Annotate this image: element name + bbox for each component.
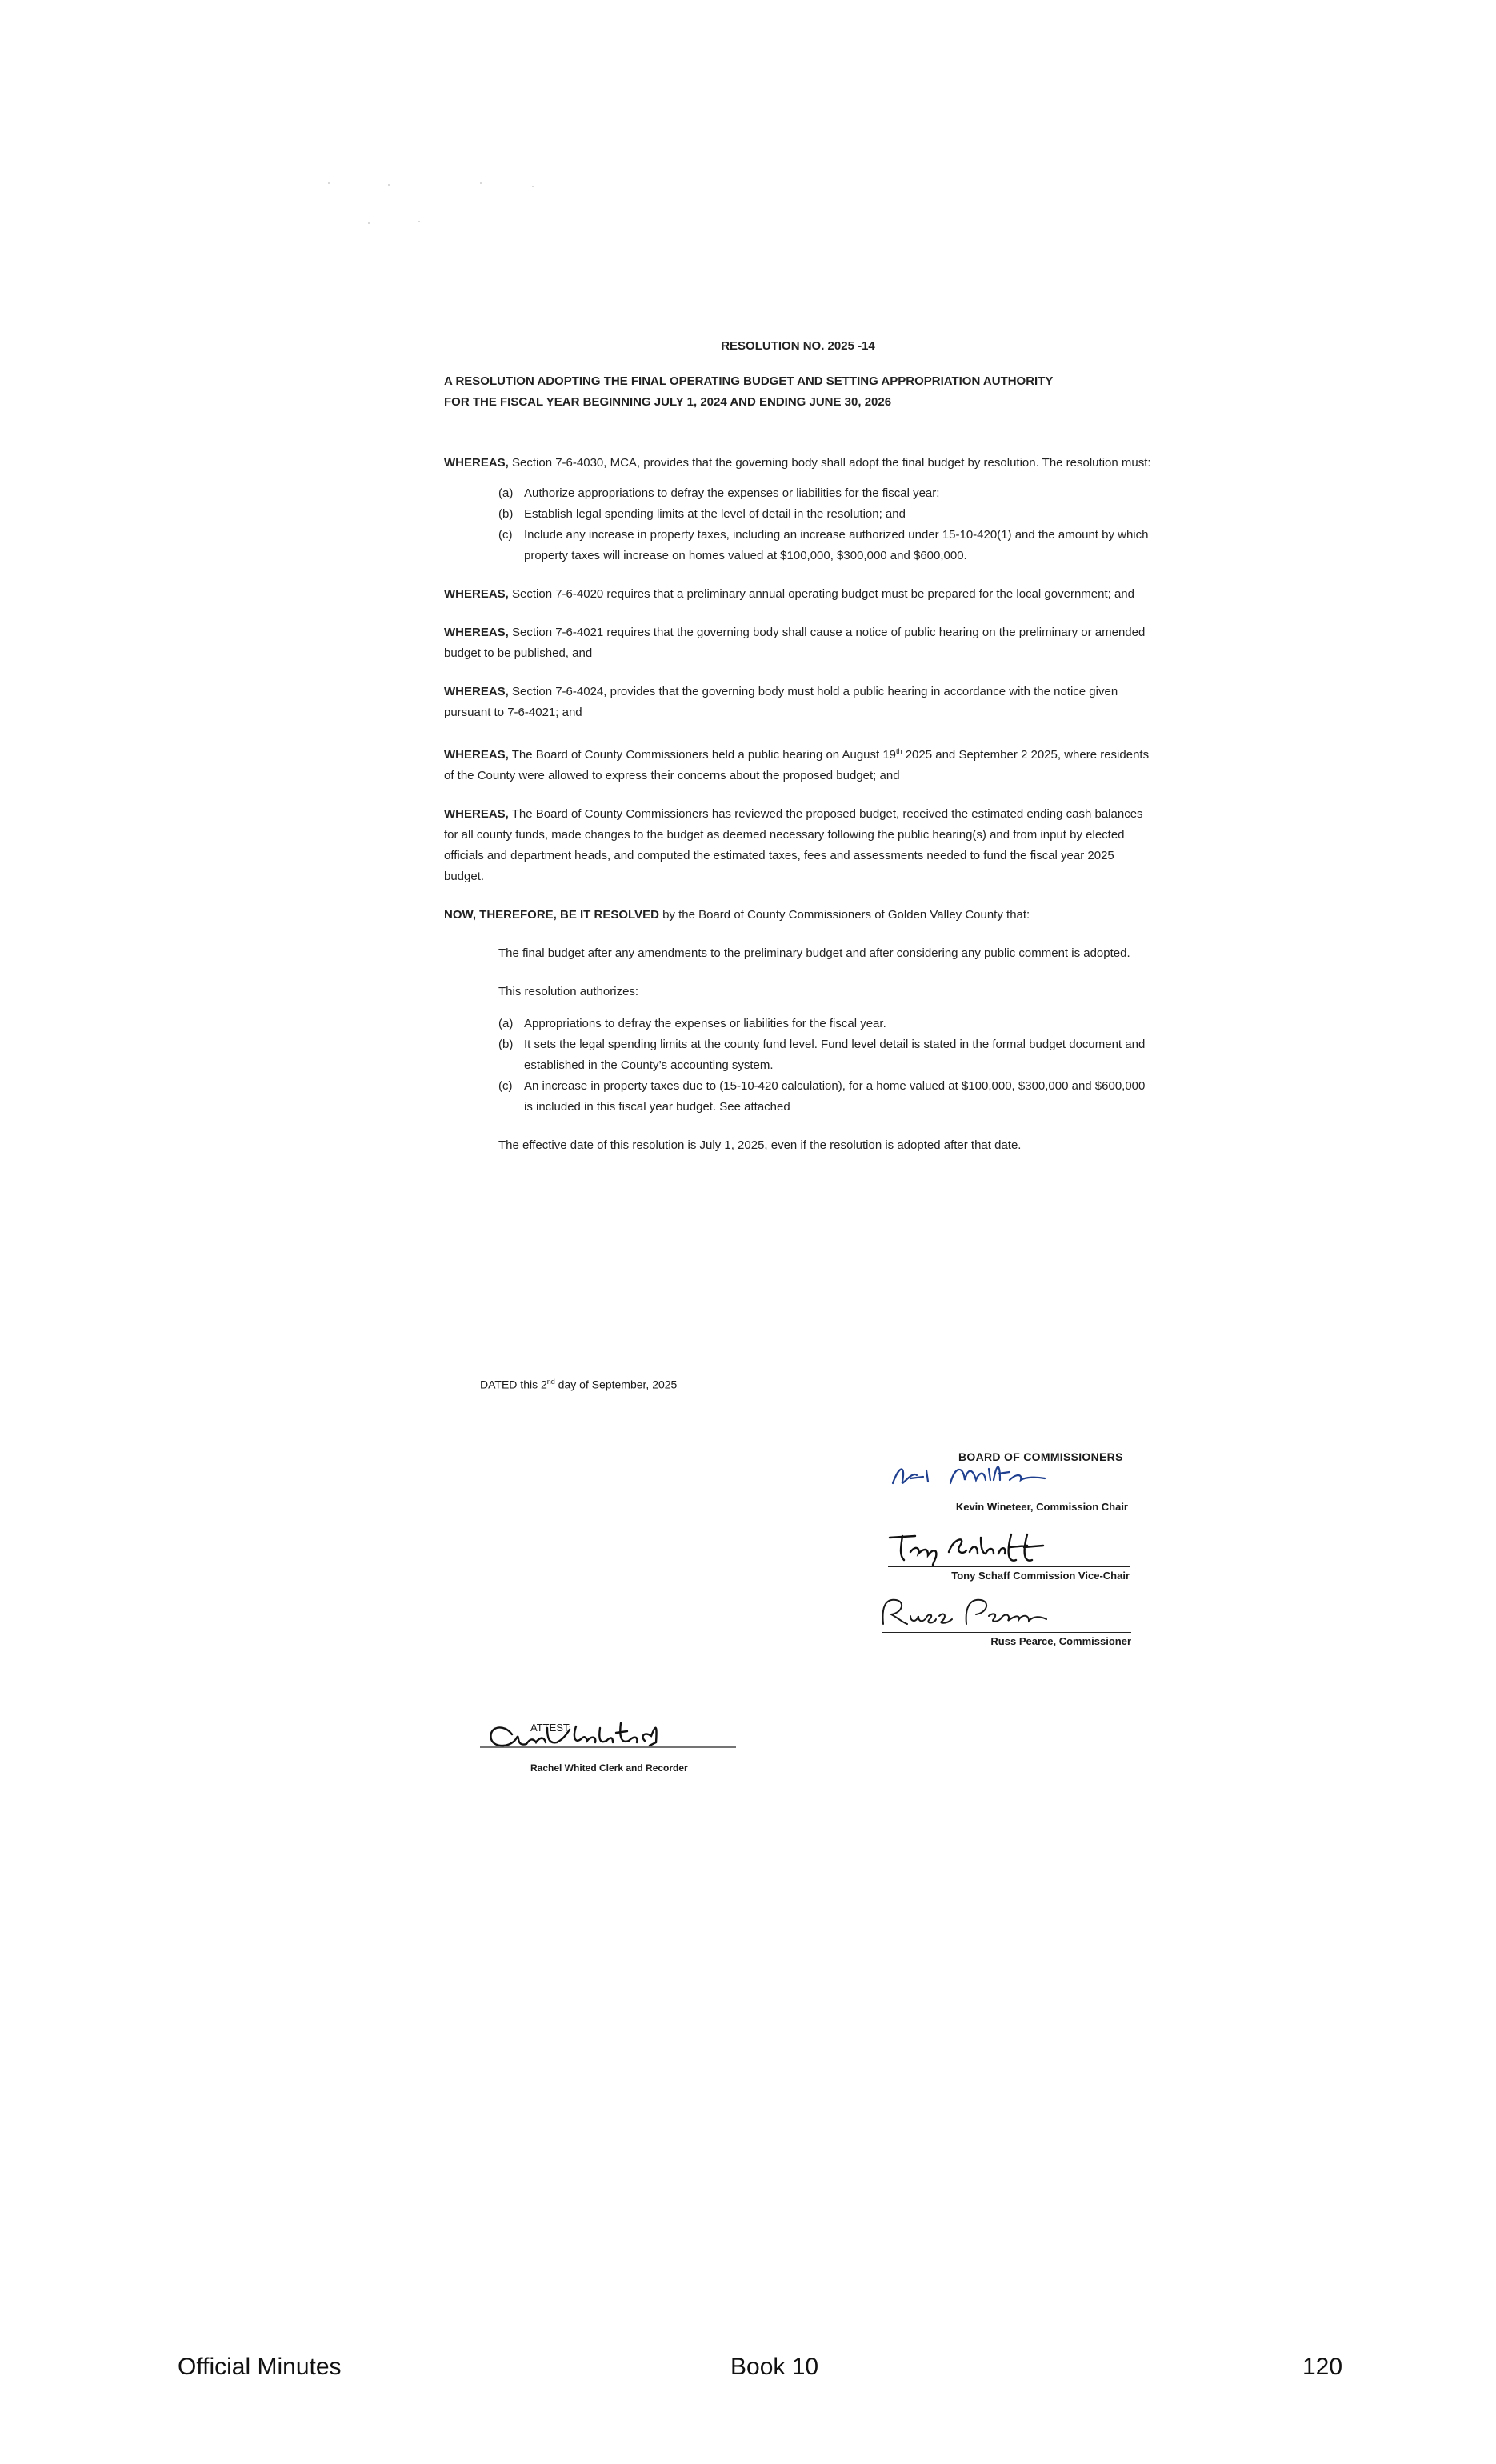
list-item-text: Appropriations to defray the expenses or liabilities for the fiscal year. <box>524 1017 886 1030</box>
signature-block-chair <box>880 1456 1128 1512</box>
whereas-2-text: Section 7-6-4020 requires that a preliminary annual operating budget must be prepared for the local government; and <box>512 587 1134 601</box>
handwritten-signature-clerk <box>480 1712 736 1760</box>
scan-speck <box>388 184 390 186</box>
signature-caption-chair: Kevin Wineteer, Commission Chair <box>955 1501 1128 1513</box>
resolved-text: by the Board of County Commissioners of Golden Valley County that: <box>658 908 1030 922</box>
handwritten-signature-commissioner <box>878 1592 1054 1632</box>
whereas-2 <box>444 584 1152 605</box>
handwritten-signature-vice-chair <box>886 1528 1078 1568</box>
list-item <box>498 483 1152 504</box>
effective-date-text: The effective date of this resolution is July 1, 2025, even if the resolution is adopted after that date. <box>498 1138 1022 1152</box>
list-item-text: Establish legal spending limits at the level of detail in the resolution; and <box>524 507 906 521</box>
whereas-5-text-b: 2025 and September 2 2025, where residents of the County were allowed to express their concerns about the proposed budget; and <box>444 748 1150 782</box>
whereas-4-text: Section 7-6-4024, provides that the governing body must hold a public hearing in accordance with the notice given pursuant to 7-6-4021; and <box>444 685 1118 719</box>
footer-center: Book 10 <box>730 2354 819 2380</box>
whereas-label: WHEREAS, <box>444 748 509 762</box>
resolution-title <box>444 371 1152 413</box>
dated-text: DATED this 2 <box>480 1378 547 1391</box>
list-marker: (b) <box>498 507 514 521</box>
resolution-body <box>444 336 1152 1174</box>
attest-label: ATTEST: <box>530 1722 572 1734</box>
signature-block-commissioner <box>874 1592 1131 1652</box>
whereas-3-text: Section 7-6-4021 requires that the governing body shall cause a notice of public hearing on the preliminary or amended budget to be published, and <box>444 626 1146 660</box>
resolved-body <box>498 943 1152 1156</box>
list-marker: (a) <box>498 486 514 500</box>
signature-line <box>882 1632 1131 1633</box>
list-marker: (a) <box>498 1017 514 1030</box>
list-marker: (b) <box>498 1038 514 1051</box>
signature-line <box>888 1566 1130 1567</box>
resolution-title-line1: A RESOLUTION ADOPTING THE FINAL OPERATING BUDGET AND SETTING APPROPRIATION AUTHORITY <box>444 374 1054 388</box>
footer-left: Official Minutes <box>178 2354 342 2380</box>
scan-speck <box>328 182 330 184</box>
scan-speck <box>368 222 370 224</box>
dated-text: day of September, 2025 <box>554 1378 678 1391</box>
list-marker: (c) <box>498 1079 513 1093</box>
list-item <box>498 1076 1152 1118</box>
whereas-label: WHEREAS, <box>444 626 509 639</box>
board-heading: BOARD OF COMMISSIONERS <box>958 1450 1123 1463</box>
whereas-1 <box>444 453 1152 474</box>
list-item-text: Authorize appropriations to defray the expenses or liabilities for the fiscal year; <box>524 486 940 500</box>
footer-page-number: 120 <box>1302 2354 1343 2380</box>
list-item <box>498 1014 1152 1034</box>
scan-speck <box>532 186 534 187</box>
scan-speck <box>480 182 482 184</box>
whereas-1-text: Section 7-6-4030, MCA, provides that the governing body shall adopt the final budget by resolution. The resolution must: <box>512 456 1151 470</box>
resolved-clause <box>444 905 1152 926</box>
whereas-3 <box>444 622 1152 664</box>
whereas-4 <box>444 682 1152 723</box>
whereas-label: WHEREAS, <box>444 807 509 821</box>
dated-line <box>480 1378 677 1391</box>
handwritten-signature-chair <box>888 1459 1064 1493</box>
whereas-5-text-a: The Board of County Commissioners held a public hearing on August 19 <box>511 748 897 762</box>
list-item <box>498 1034 1152 1076</box>
whereas-6 <box>444 804 1152 887</box>
whereas-6-text: The Board of County Commissioners has reviewed the proposed budget, received the estimated ending cash balances for all county funds, made changes to the budget as deemed necessary following the public hearing(s) and from input by elected officials and department heads, and computed the estimated taxes, fees and assessments needed to fund the fiscal year 2025 budget. <box>444 807 1143 883</box>
list-item-text: Include any increase in property taxes, including an increase authorized under 15-10-420(1) and the amount by which property taxes will increase on homes valued at $100,000, $300,000 and $600,000. <box>524 528 1149 562</box>
resolution-title-line2: FOR THE FISCAL YEAR BEGINNING JULY 1, 2024 AND ENDING JUNE 30, 2026 <box>444 395 892 409</box>
whereas-1-list <box>498 483 1152 566</box>
whereas-5 <box>444 741 1152 786</box>
list-item <box>498 525 1152 566</box>
list-marker: (c) <box>498 528 513 542</box>
list-item-text: It sets the legal spending limits at the county fund level. Fund level detail is stated in the formal budget document and established in the County’s accounting system. <box>524 1038 1146 1072</box>
list-item-text: An increase in property taxes due to (15-10-420 calculation), for a home valued at $100,000, $300,000 and $600,000 is included in this fiscal year budget. See attached <box>524 1079 1146 1114</box>
attest-caption: Rachel Whited Clerk and Recorder <box>530 1762 688 1774</box>
ordinal-suffix: th <box>896 747 902 755</box>
scan-speck <box>418 221 420 222</box>
final-budget-text: The final budget after any amendments to the preliminary budget and after considering any public comment is adopted. <box>498 946 1130 960</box>
whereas-label: WHEREAS, <box>444 587 509 601</box>
resolved-label: NOW, THEREFORE, BE IT RESOLVED <box>444 908 659 922</box>
resolution-number: RESOLUTION NO. 2025 -14 <box>721 339 875 353</box>
authorizes-text: This resolution authorizes: <box>498 985 639 998</box>
signature-caption-vice-chair: Tony Schaff Commission Vice-Chair <box>951 1570 1130 1582</box>
ordinal-suffix: nd <box>546 1378 555 1386</box>
whereas-label: WHEREAS, <box>444 685 509 698</box>
signature-caption-commissioner: Russ Pearce, Commissioner <box>990 1635 1131 1647</box>
signature-block-vice-chair <box>880 1528 1130 1584</box>
authorizes-list <box>498 1014 1152 1118</box>
list-item <box>498 504 1152 525</box>
whereas-label: WHEREAS, <box>444 456 509 470</box>
